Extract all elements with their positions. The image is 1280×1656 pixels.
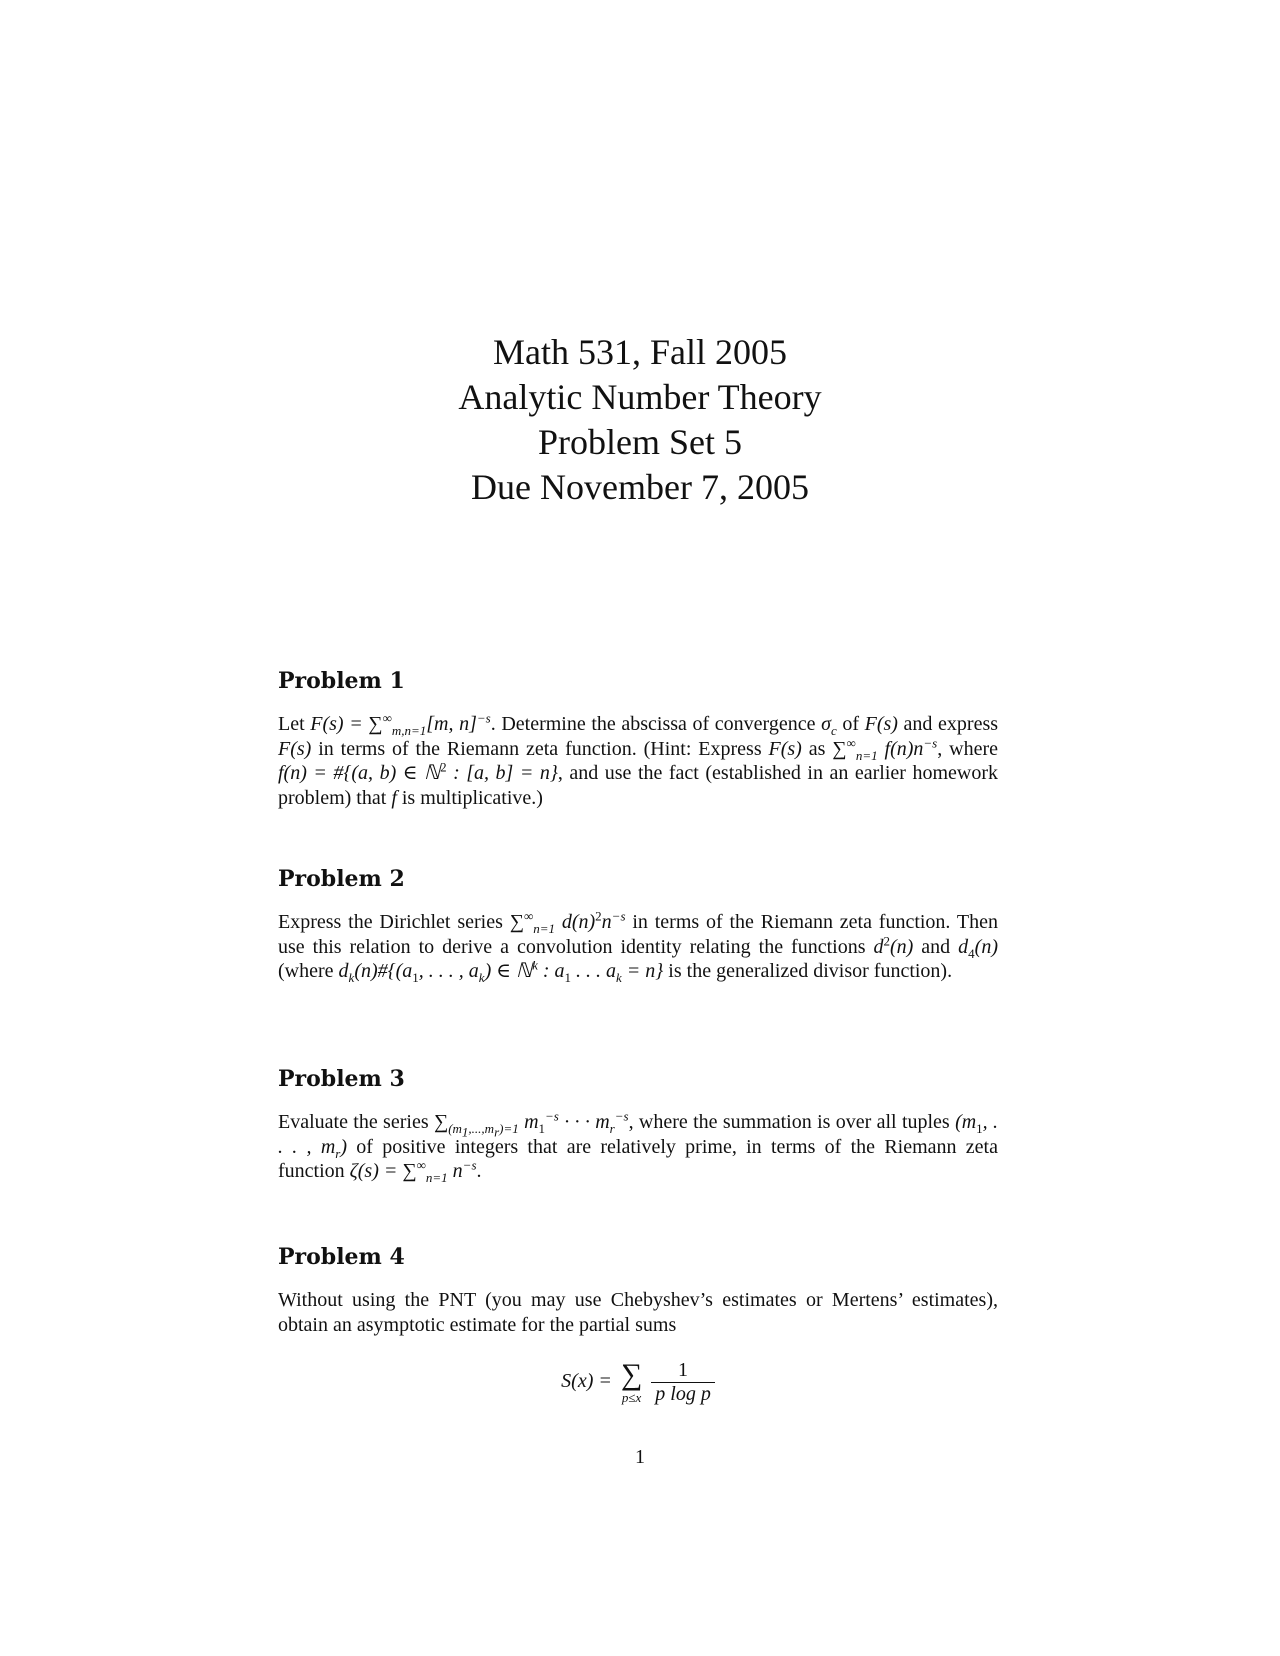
problem-set-title: Problem Set 5 — [538, 422, 742, 462]
course-title: Math 531, Fall 2005 — [493, 332, 787, 372]
problem-2-text: Express the Dirichlet series $\sum^\infty_{n=1}$ $d(n)^2n^{-s}$ in terms of the Riemann zeta function. Then use this relation to derive a convolution identity relating the functions $d^2(n)$ and $d_4(n)$ (where $d_k(n)\#\{(a_1$, . . . , $a_k$) ∈ ℕ$^k$ : $a_1$ . . . $a_k = n$} is the generalized divisor function). — [278, 908, 998, 985]
problem-4-heading: Problem 4 — [278, 1244, 405, 1270]
problem-4 — [278, 1244, 998, 1406]
problem-3-text: Evaluate the series $\sum_{(m_1,...,m_r)=1}$ $m_1^{-s}$ · · · $m_r^{-s}$, where the summation is over all tuples ($m_1$, . . . , $m_r$) of positive integers that are relatively prime, in terms of the Riemann zeta function $\zeta(s) = \sum^\infty_{n=1}$ $n^{-s}$. — [278, 1108, 999, 1185]
problem-1-text: Let $F(s) = \sum^\infty_{m,n=1}[m$, n]$^{-s}$. Determine the abscissa of convergence $\sigma_c$ of F(s) and express F(s) in terms of the Riemann zeta function. (Hint: Express F(s) as $\sum^\infty_{n=1}$ $f(n)n^{-s}$, where f(n) = #{(a, b) ∈ ℕ$^2$ : [a, b] = n}, and use the fact (established in an earlier homework problem) that f is multiplicative.) — [278, 710, 999, 809]
problem-3 — [278, 1066, 998, 1184]
problem-2-heading: Problem 2 — [278, 866, 405, 892]
document-title — [0, 330, 1280, 510]
problem-3-heading: Problem 3 — [278, 1066, 405, 1092]
problem-4-text: Without using the PNT (you may use Chebyshev’s estimates or Mertens’ estimates), obtain an asymptotic estimate for the partial sums — [278, 1289, 998, 1336]
problem-2 — [278, 866, 998, 984]
course-subject: Analytic Number Theory — [458, 377, 822, 417]
problem-1 — [278, 668, 998, 810]
due-date: Due November 7, 2005 — [471, 467, 809, 507]
problem-1-heading: Problem 1 — [278, 668, 405, 694]
partial-sum-formula: S(x) = ∑ p≤x $\frac{1}{\text{p log p}}$ — [278, 1359, 998, 1406]
page-number: 1 — [635, 1446, 645, 1468]
